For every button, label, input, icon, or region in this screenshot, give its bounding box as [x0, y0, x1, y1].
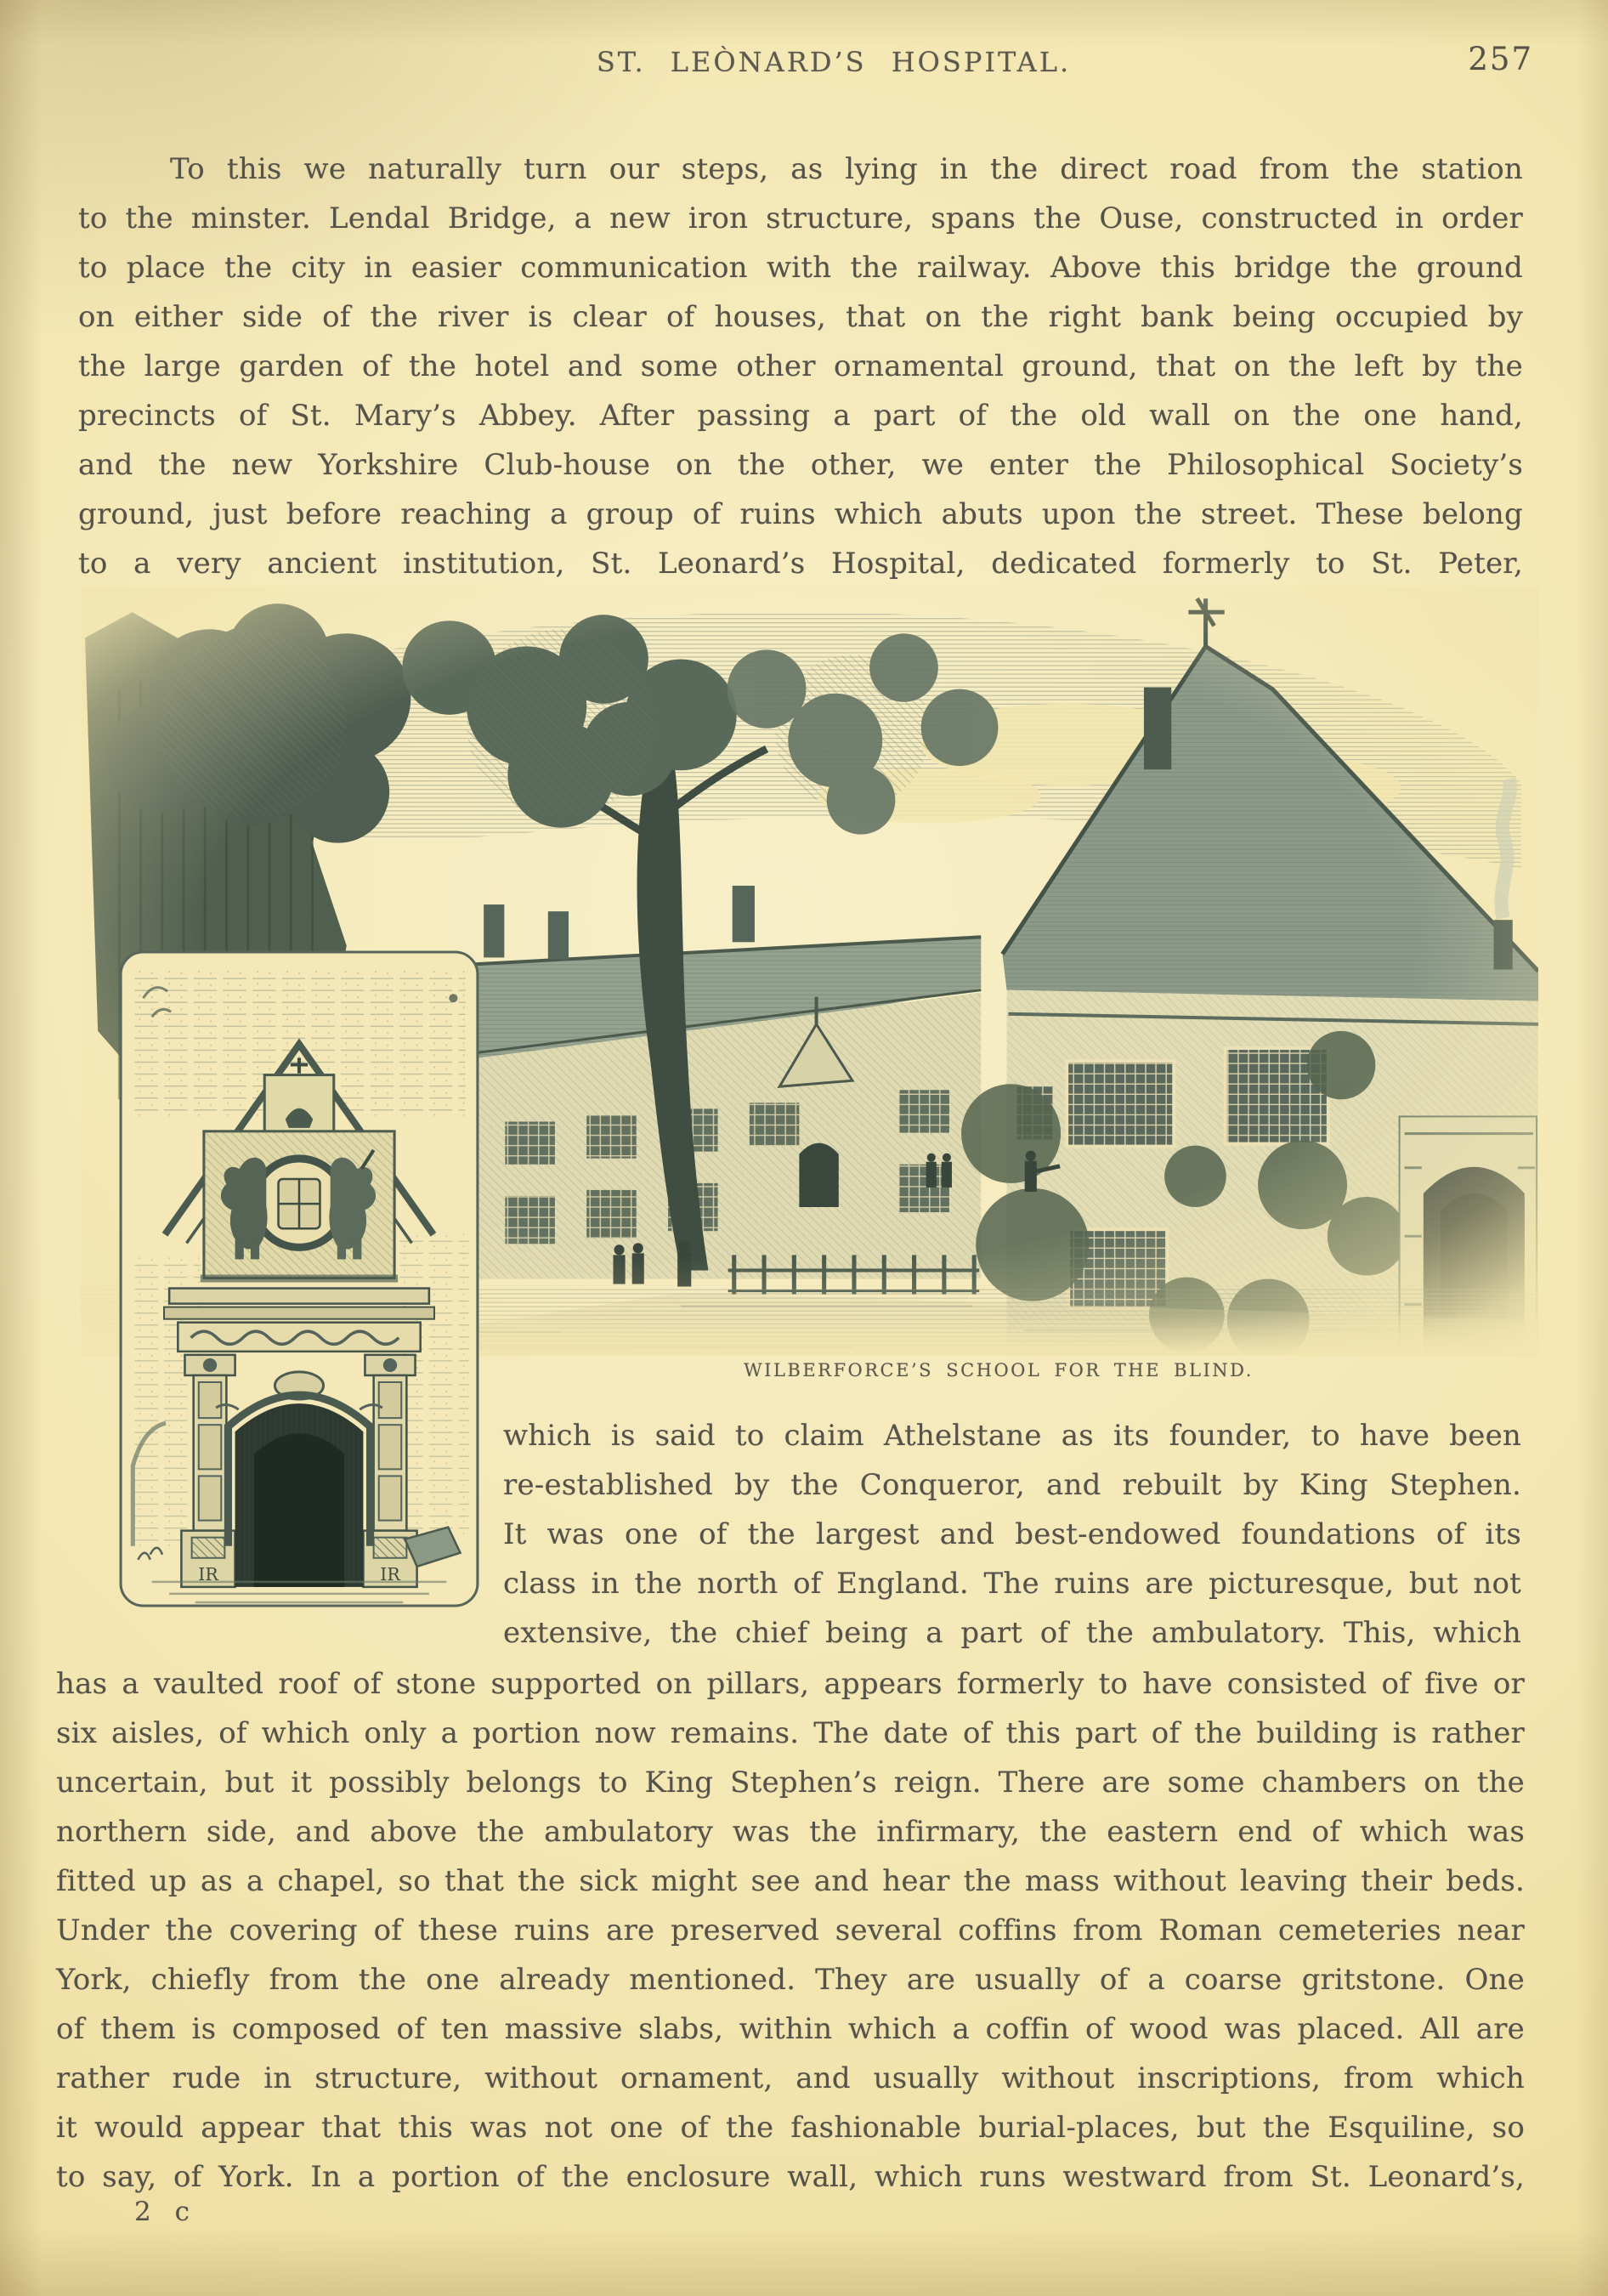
- text-line: uncertain, but it possibly belongs to King Stephen’s reign. There are some chambers on the: [56, 1766, 1525, 1800]
- paragraph-1: [78, 145, 1523, 588]
- text-line: to a very ancient institution, St. Leonard’s Hospital, dedicated formerly to St. Peter,: [78, 547, 1523, 581]
- entablature: [164, 1289, 434, 1352]
- text-line: York, chiefly from the one already mentioned. They are usually of a coarse gritstone. One: [56, 1963, 1525, 1997]
- page-title: ST. LEÒNARD’S HOSPITAL.: [596, 46, 1072, 78]
- illustration-caption: WILBERFORCE’S SCHOOL FOR THE BLIND.: [744, 1360, 1254, 1380]
- text-line: To this we naturally turn our steps, as lying in the direct road from the station: [170, 152, 1523, 186]
- text-line: to place the city in easier communication with the railway. Above this bridge the ground: [78, 251, 1523, 285]
- inset-gateway-engraving: [117, 949, 481, 1610]
- text-line: Under the covering of these ruins are preserved several coffins from Roman cemeteries near: [56, 1913, 1525, 1947]
- pedestal-initials: IR: [380, 1564, 400, 1585]
- signature-mark: 2 c: [134, 2197, 197, 2227]
- text-line: It was one of the largest and best-endowed foundations of its: [503, 1517, 1521, 1551]
- text-line: to the minster. Lendal Bridge, a new iron structure, spans the Ouse, constructed in order: [78, 201, 1523, 235]
- text-line: has a vaulted roof of stone supported on pillars, appears formerly to have consisted of five or: [56, 1667, 1525, 1701]
- text-line: ground, just before reaching a group of ruins which abuts upon the street. These belong: [78, 497, 1523, 531]
- text-line: the large garden of the hotel and some other ornamental ground, that on the left by the: [78, 349, 1523, 383]
- text-line: re-established by the Conqueror, and rebuilt by King Stephen.: [503, 1468, 1521, 1502]
- flourish-dot: [449, 994, 457, 1002]
- gateway-engraving: [117, 949, 481, 1610]
- text-line: it would appear that this was not one of the fashionable burial-places, but the Esquiline, so: [56, 2111, 1525, 2145]
- text-line: class in the north of England. The ruins are picturesque, but not: [503, 1567, 1521, 1601]
- text-line: which is said to claim Athelstane as its founder, to have been: [503, 1419, 1521, 1453]
- paragraph-2-wrapped: [503, 1411, 1521, 1658]
- text-line: on either side of the river is clear of houses, that on the right bank being occupied by: [78, 300, 1523, 334]
- text-line: fitted up as a chapel, so that the sick might see and hear the mass without leaving their beds.: [56, 1864, 1525, 1898]
- text-line: of them is composed of ten massive slabs, within which a coffin of wood was placed. All are: [56, 2012, 1525, 2046]
- text-line: rather rude in structure, without ornament, and usually without inscriptions, from which: [56, 2061, 1525, 2095]
- page-number: 257: [1468, 41, 1533, 77]
- text-line: extensive, the chief being a part of the ambulatory. This, which: [503, 1616, 1521, 1650]
- text-line: to say, of York. In a portion of the enclosure wall, which runs westward from St. Leonard’s,: [56, 2160, 1525, 2194]
- text-line: six aisles, of which only a portion now remains. The date of this part of the building is rather: [56, 1716, 1525, 1750]
- paragraph-2-full: [56, 1659, 1525, 2202]
- text-line: precincts of St. Mary’s Abbey. After passing a part of the old wall on the one hand,: [78, 399, 1523, 433]
- text-line: northern side, and above the ambulatory was the infirmary, the eastern end of which was: [56, 1815, 1525, 1849]
- pedestal-initials: IR: [198, 1564, 218, 1585]
- text-line: and the new Yorkshire Club-house on the other, we enter the Philosophical Society’s: [78, 448, 1523, 482]
